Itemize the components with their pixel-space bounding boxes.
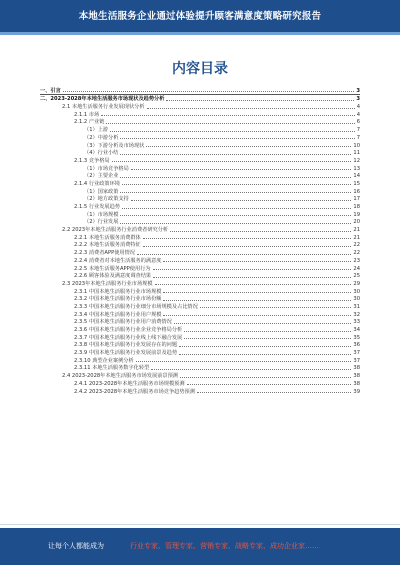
toc-entry-page: 6 [356, 119, 360, 126]
toc-entry-label: 2.3.11 本地生活服务数字化转型 [74, 365, 150, 372]
toc-entry[interactable] [40, 149, 360, 157]
toc-entry-page: 34 [353, 327, 360, 333]
toc-leader-dots [131, 169, 352, 170]
toc-leader-dots [179, 346, 351, 347]
toc-entry-page: 10 [353, 142, 360, 149]
toc-entry-label: 2.3.5 中国本地生活服务行业用户消费情况 [74, 319, 172, 326]
toc-entry-page: 14 [353, 173, 360, 180]
toc-entry[interactable] [40, 248, 360, 256]
toc-entry[interactable] [40, 195, 360, 203]
footer-divider [0, 524, 400, 525]
toc-entry-label: 2.3 2023年本地生活服务行业市场规模 [62, 280, 153, 287]
toc-entry-page: 39 [353, 388, 360, 395]
toc-entry-page: 38 [353, 380, 360, 387]
toc-entry-label: （1）上游 [84, 127, 109, 134]
toc-entry[interactable] [40, 187, 360, 195]
toc-entry[interactable] [40, 110, 360, 118]
toc-entry-page: 21 [353, 234, 360, 241]
toc-entry-page: 20 [353, 219, 360, 226]
toc-entry-label: 2.3.4 中国本地生活服务行业用户规模 [74, 311, 162, 318]
toc-leader-dots [163, 300, 351, 301]
toc-entry[interactable] [40, 172, 360, 180]
toc-entry[interactable] [40, 295, 360, 303]
toc-leader-dots [122, 208, 351, 209]
toc-leader-dots [174, 323, 352, 324]
toc-entry-label: 2.1 本地生活服务行业发展现状分析 [62, 104, 145, 111]
toc-entry-page: 3 [356, 96, 360, 103]
toc-entry-label: 2.3.2 中国本地生活服务行业市场份额 [74, 296, 162, 303]
toc-entry-label: 2.1.4 行业政策环境 [74, 180, 120, 187]
toc-entry-page: 7 [356, 134, 360, 141]
footer-slogan: 让每个人都能成为 [48, 542, 104, 550]
toc-entry-page: 25 [353, 273, 360, 280]
toc-entry-page: 19 [353, 211, 360, 218]
toc-entry-label: 2.1.2 产业链 [74, 119, 105, 126]
table-of-contents [40, 86, 360, 516]
toc-entry-label: 2.4.1 2023-2028年本地生活服务市场规模预测 [74, 380, 185, 387]
toc-entry[interactable] [40, 164, 360, 172]
toc-entry-page: 16 [353, 188, 360, 195]
toc-entry-page: 7 [356, 127, 360, 134]
toc-leader-dots [163, 261, 351, 262]
toc-entry-page: 23 [353, 257, 360, 264]
toc-leader-dots [197, 392, 351, 393]
toc-entry-page: 36 [353, 342, 360, 349]
toc-entry[interactable] [40, 310, 360, 318]
toc-entry-page: 37 [353, 350, 360, 357]
toc-entry[interactable] [40, 86, 360, 94]
toc-leader-dots [63, 91, 355, 92]
toc-entry-label: 一、引言 [40, 87, 61, 94]
toc-entry-label: 2.4.2 2023-2028年本地生活服务市场竞争趋势预测 [74, 388, 195, 395]
toc-leader-dots [146, 146, 351, 147]
toc-entry-label: （2）地方政策支持 [84, 196, 129, 203]
toc-entry[interactable] [40, 133, 360, 141]
toc-entry-label: 2.2.5 本地生活服务APP使用行为 [74, 265, 151, 272]
report-title: 本地生活服务企业通过体验提升顾客满意度策略研究报告 [78, 11, 322, 22]
toc-entry-label: （2）中游分析 [84, 134, 119, 141]
toc-entry-page: 30 [353, 288, 360, 295]
toc-entry-label: 2.2.4 消费者对本地生活服务的满意度 [74, 257, 162, 264]
toc-entry-label: 2.3.3 中国本地生活服务行业细分市场规模及占比情况 [74, 303, 198, 310]
toc-entry-page: 24 [353, 265, 360, 272]
toc-leader-dots [153, 277, 351, 278]
toc-leader-dots [120, 177, 351, 178]
toc-entry-label: 2.2.6 顾客体验及满意度调查结果 [74, 273, 152, 280]
toc-entry[interactable] [40, 256, 360, 264]
toc-entry-page: 12 [353, 157, 360, 164]
toc-leader-dots [143, 246, 352, 247]
toc-leader-dots [163, 315, 351, 316]
toc-leader-dots [120, 215, 351, 216]
toc-leader-dots [120, 154, 351, 155]
toc-entry[interactable] [40, 287, 360, 295]
toc-entry[interactable] [40, 141, 360, 149]
toc-entry[interactable] [40, 356, 360, 364]
toc-leader-dots [101, 115, 354, 116]
toc-leader-dots [120, 192, 351, 193]
toc-entry-label: （1）国家政策 [84, 188, 119, 195]
toc-entry-label: 二、2023-2028年本地生活服务市场现状及趋势分析 [40, 96, 165, 103]
toc-entry-page: 11 [353, 150, 360, 157]
toc-entry-label: 2.3.6 中国本地生活服务行业企业竞争格局分析 [74, 327, 183, 333]
toc-entry[interactable] [40, 364, 360, 372]
toc-entry[interactable] [40, 118, 360, 126]
toc-entry-label: （3）下游分析及市场现状 [84, 142, 145, 149]
toc-leader-dots [163, 292, 351, 293]
toc-entry-label: 2.3.10 典型企业案例分析 [74, 357, 134, 364]
toc-entry-page: 18 [353, 204, 360, 210]
toc-entry-page: 38 [353, 365, 360, 372]
toc-entry-page: 22 [353, 242, 360, 249]
toc-entry[interactable] [40, 318, 360, 326]
toc-entry-label: 2.2.1 本地生活服务消费群体 [74, 234, 141, 241]
toc-entry-page: 4 [356, 104, 360, 111]
toc-entry[interactable] [40, 94, 360, 103]
toc-leader-dots [120, 138, 354, 139]
toc-entry-page: 29 [353, 280, 360, 287]
toc-entry-label: 2.4 2023-2028年本地生活服务市场发展前景预测 [62, 373, 178, 380]
toc-entry[interactable] [40, 179, 360, 187]
toc-entry-page: 35 [353, 334, 360, 341]
toc-entry-page: 30 [353, 296, 360, 303]
toc-entry-label: 2.1.1 市场 [74, 111, 100, 118]
toc-leader-dots [151, 369, 351, 370]
toc-entry[interactable] [40, 125, 360, 133]
toc-entry-label: 2.1.5 行业发展趋势 [74, 204, 120, 210]
toc-leader-dots [153, 269, 352, 270]
toc-leader-dots [106, 123, 354, 124]
toc-leader-dots [122, 184, 351, 185]
toc-entry[interactable] [40, 333, 360, 341]
toc-leader-dots [155, 284, 352, 285]
toc-entry[interactable] [40, 302, 360, 310]
toc-entry[interactable] [40, 225, 360, 233]
toc-leader-dots [180, 377, 351, 378]
toc-entry-label: 2.2.3 消费者APP使用情况 [74, 250, 135, 257]
toc-entry[interactable] [40, 241, 360, 249]
toc-entry[interactable] [40, 272, 360, 280]
toc-leader-dots [166, 100, 354, 101]
toc-entry[interactable] [40, 379, 360, 387]
toc-entry[interactable] [40, 348, 360, 356]
toc-entry-page: 4 [356, 111, 360, 118]
toc-entry[interactable] [40, 202, 360, 210]
toc-entry-page: 33 [353, 319, 360, 326]
toc-entry-page: 13 [353, 165, 360, 172]
toc-leader-dots [120, 223, 351, 224]
toc-entry[interactable] [40, 233, 360, 241]
toc-entry-label: （1）市场规模 [84, 211, 119, 218]
toc-entry-label: 2.3.9 中国本地生活服务行业发展前景及趋势 [74, 350, 178, 357]
toc-entry[interactable] [40, 279, 360, 287]
toc-entry[interactable] [40, 325, 360, 333]
toc-entry-page: 22 [353, 250, 360, 257]
toc-leader-dots [131, 200, 352, 201]
toc-entry-label: 2.2 2023年本地生活服务行业消费者研究分析 [62, 227, 169, 234]
toc-leader-dots [184, 331, 351, 332]
toc-leader-dots [143, 238, 352, 239]
toc-entry-page: 31 [353, 303, 360, 310]
toc-entry[interactable] [40, 264, 360, 272]
toc-entry-page: 21 [353, 227, 360, 234]
toc-title: 内容目录 [172, 61, 228, 77]
toc-entry-page: 15 [353, 180, 360, 187]
toc-leader-dots [179, 354, 351, 355]
toc-entry-label: 2.2.2 本地生活服务消费特征 [74, 242, 141, 249]
toc-entry[interactable] [40, 102, 360, 110]
toc-leader-dots [112, 161, 352, 162]
toc-entry[interactable] [40, 218, 360, 226]
toc-leader-dots [110, 131, 355, 132]
toc-entry[interactable] [40, 341, 360, 349]
toc-leader-dots [187, 384, 352, 385]
toc-entry-label: （2）主要企业 [84, 173, 119, 180]
toc-entry-label: 2.3.1 中国本地生活服务行业市场规模 [74, 288, 162, 295]
toc-entry-label: （4）行业小结 [84, 150, 119, 157]
toc-entry-label: （1）市场竞争格局 [84, 165, 129, 172]
toc-leader-dots [200, 307, 352, 308]
toc-leader-dots [136, 361, 352, 362]
toc-entry[interactable] [40, 156, 360, 164]
toc-leader-dots [170, 231, 351, 232]
toc-entry-label: 2.3.7 中国本地生活服务行业线上线下融合发展 [74, 334, 183, 341]
toc-leader-dots [137, 254, 351, 255]
footer-tagline: 行业专家、管理专家、营销专家、战略专家、成功企业家…… [130, 542, 319, 550]
toc-entry-label: （2）行业发展 [84, 219, 119, 226]
toc-entry-page: 32 [353, 311, 360, 318]
toc-entry[interactable] [40, 387, 360, 395]
toc-entry[interactable] [40, 210, 360, 218]
toc-entry-page: 3 [356, 87, 360, 94]
toc-leader-dots [184, 338, 351, 339]
toc-entry-page: 37 [353, 357, 360, 364]
toc-leader-dots [147, 108, 355, 109]
toc-entry-page: 38 [353, 373, 360, 380]
toc-entry-label: 2.1.3 竞争格局 [74, 157, 110, 164]
toc-entry-label: 2.3.8 中国本地生活服务行业发展存在的问题 [74, 342, 178, 349]
toc-entry[interactable] [40, 371, 360, 379]
toc-entry-page: 17 [353, 196, 360, 203]
header-accent-line [0, 32, 400, 35]
